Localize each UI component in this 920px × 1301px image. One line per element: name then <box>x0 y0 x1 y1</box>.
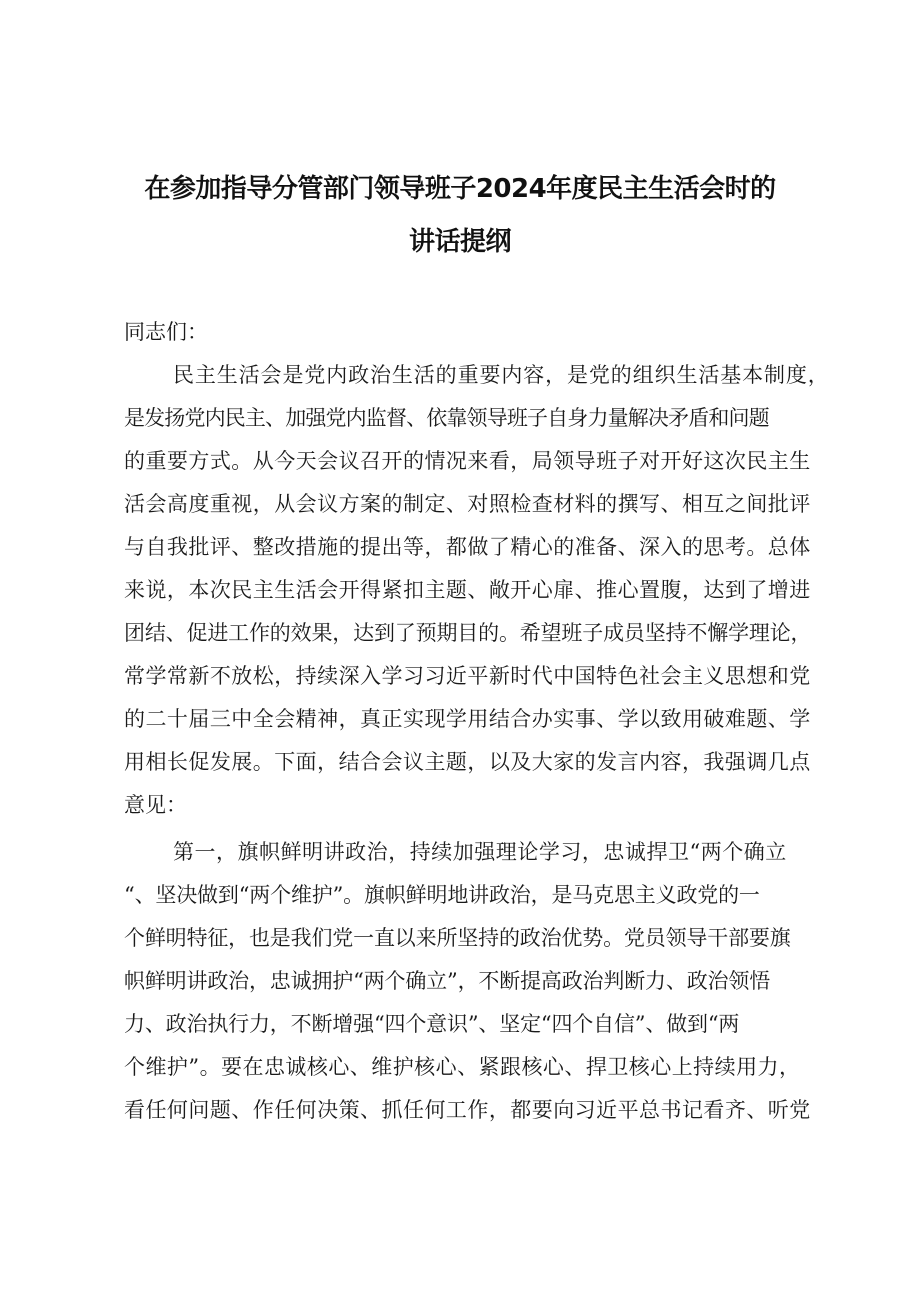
document-title-line-2: 讲话提纲 <box>408 227 511 257</box>
paragraph-line: 来说，本次民主生活会开得紧扣主题、敞开心扉、推心置腹，达到了增进 <box>124 578 811 602</box>
paragraph-line: 力、政治执行力，不断增强“四个意识”、坚定“四个自信”、做到“两 <box>124 1012 740 1036</box>
paragraph-line: “、坚决做到“两个维护”。旗帜鲜明地讲政治，是马克思主义政党的一 <box>124 883 760 907</box>
paragraph-line: 个鲜明特征，也是我们党一直以来所坚持的政治优势。党员领导干部要旗 <box>124 926 791 950</box>
paragraph-line: 用相长促发展。下面，结合会议主题，以及大家的发言内容，我强调几点 <box>124 750 811 774</box>
paragraph-line: 与自我批评、整改措施的提出等，都做了精心的准备、深入的思考。总体 <box>124 535 811 559</box>
paragraph-line: 的二十届三中全会精神，真正实现学用结合办实事、学以致用破难题、学 <box>124 707 811 731</box>
paragraph-line: 意见： <box>124 793 187 817</box>
paragraph-line: 的重要方式。从今天会议召开的情况来看，局领导班子对开好这次民主生 <box>124 449 811 473</box>
document-title-line-1: 在参加指导分管部门领导班子2024年度民主生活会时的 <box>144 174 776 204</box>
paragraph-line: 活会高度重视，从会议方案的制定、对照检查材料的撰写、相互之间批评 <box>124 492 811 516</box>
paragraph-line: 看任何问题、作任何决策、抓任何工作，都要向习近平总书记看齐、听党 <box>124 1098 811 1122</box>
paragraph-line: 第一，旗帜鲜明讲政治，持续加强理论学习，忠诚捍卫“两个确立 <box>173 840 787 864</box>
paragraph-line: 常学常新不放松，持续深入学习习近平新时代中国特色社会主义思想和党 <box>124 664 811 688</box>
paragraph-line: 民主生活会是党内政治生活的重要内容，是党的组织生活基本制度， <box>173 363 830 387</box>
paragraph-line: 团结、促进工作的效果，达到了预期目的。希望班子成员坚持不懈学理论， <box>124 621 812 645</box>
paragraph-line: 个维护”。要在忠诚核心、维护核心、紧跟核心、捍卫核心上持续用力， <box>124 1055 801 1079</box>
paragraph-line: 帜鲜明讲政治，忠诚拥护“两个确立”，不断提高政治判断力、政治领悟 <box>124 969 771 993</box>
salutation: 同志们： <box>124 320 208 344</box>
paragraph-line: 是发扬党内民主、加强党内监督、依靠领导班子自身力量解决矛盾和问题 <box>124 406 769 430</box>
